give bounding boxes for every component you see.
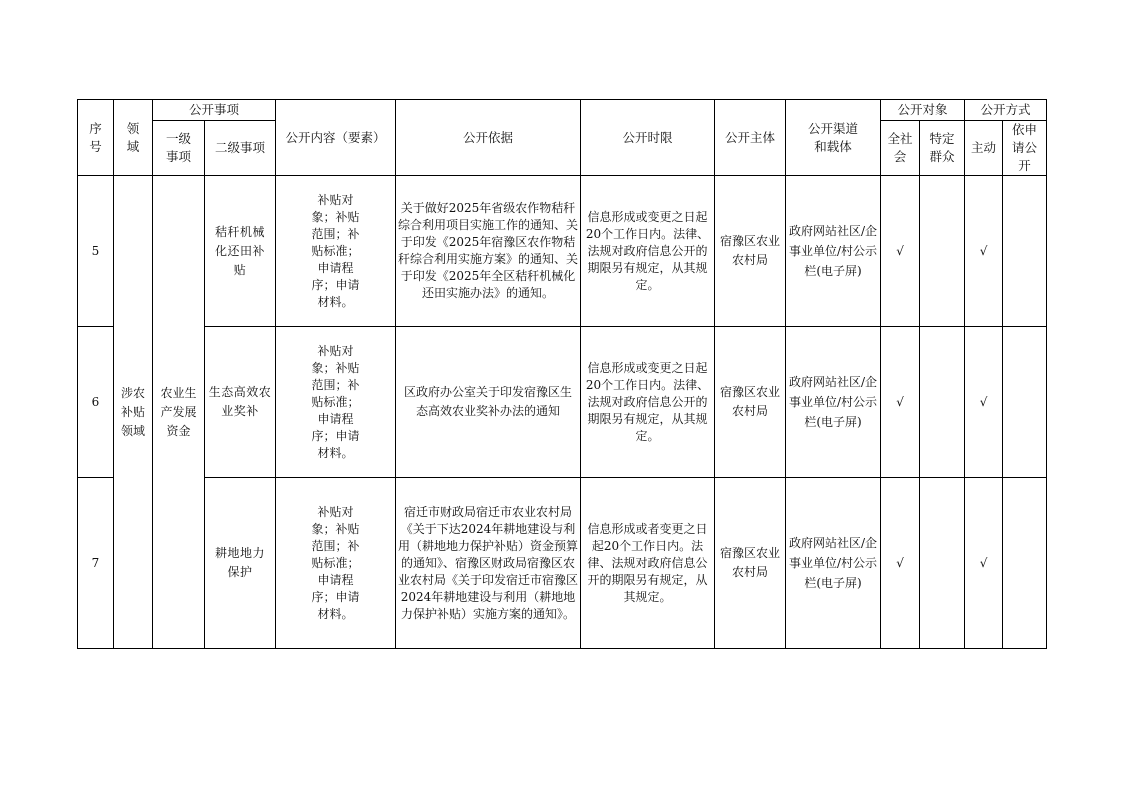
row-seq: 6 — [78, 327, 114, 478]
row-target-all: √ — [881, 176, 920, 327]
header-method-active: 主动 — [965, 121, 1003, 176]
row-channel: 政府网站社区/企事业单位/村公示栏(电子屏) — [786, 478, 881, 649]
table-row — [78, 176, 1047, 327]
row-basis: 宿迁市财政局宿迁市农业农村局《关于下达2024年耕地建设与利用（耕地地力保护补贴）资金预算的通知》、宿豫区财政局宿豫区农业农村局《关于印发宿迁市宿豫区2024年耕地建设与利用（耕地地力保护补贴）实施方案的通知》。 — [396, 478, 581, 649]
header-domain: 领域 — [114, 100, 153, 176]
header-timelimit: 公开时限 — [581, 100, 715, 176]
header-level2: 二级事项 — [205, 121, 276, 176]
row-target-specific — [920, 327, 965, 478]
row-subject: 宿豫区农业农村局 — [715, 478, 786, 649]
row-seq: 5 — [78, 176, 114, 327]
row-method-active: √ — [965, 327, 1003, 478]
row-basis: 关于做好2025年省级农作物秸秆综合利用项目实施工作的通知、关于印发《2025年宿豫区农作物秸秆综合利用实施方案》的通知、关于印发《2025年全区秸秆机械化还田实施办法》的通知。 — [396, 176, 581, 327]
header-channel: 公开渠道和载体 — [786, 100, 881, 176]
row-content: 补贴对象；补贴范围；补贴标准；申请程序；申请材料。 — [276, 478, 396, 649]
row-basis: 区政府办公室关于印发宿豫区生态高效农业奖补办法的通知 — [396, 327, 581, 478]
row-method-request — [1003, 176, 1047, 327]
table-row — [78, 478, 1047, 649]
header-basis: 公开依据 — [396, 100, 581, 176]
row-seq: 7 — [78, 478, 114, 649]
header-content: 公开内容（要素） — [276, 100, 396, 176]
disclosure-table — [77, 99, 1047, 649]
row-method-active: √ — [965, 176, 1003, 327]
row-content: 补贴对象；补贴范围；补贴标准；申请程序；申请材料。 — [276, 176, 396, 327]
row-timelimit: 信息形成或变更之日起20个工作日内。法律、法规对政府信息公开的期限另有规定，从其规定。 — [581, 176, 715, 327]
header-seq: 序号 — [78, 100, 114, 176]
row-method-request — [1003, 327, 1047, 478]
header-items-group: 公开事项 — [153, 100, 276, 121]
row-target-all: √ — [881, 478, 920, 649]
row-level2: 生态高效农业奖补 — [205, 327, 276, 478]
row-target-all: √ — [881, 327, 920, 478]
row-level2: 耕地地力保护 — [205, 478, 276, 649]
row-content: 补贴对象；补贴范围；补贴标准；申请程序；申请材料。 — [276, 327, 396, 478]
header-target-all: 全社会 — [881, 121, 920, 176]
header-method-group: 公开方式 — [965, 100, 1047, 121]
row-timelimit: 信息形成或者变更之日起20个工作日内。法律、法规对政府信息公开的期限另有规定，从其规定。 — [581, 478, 715, 649]
row-subject: 宿豫区农业农村局 — [715, 176, 786, 327]
level1-cell: 农业生产发展资金 — [153, 176, 205, 649]
row-subject: 宿豫区农业农村局 — [715, 327, 786, 478]
row-method-request — [1003, 478, 1047, 649]
row-channel: 政府网站社区/企事业单位/村公示栏(电子屏) — [786, 327, 881, 478]
domain-cell: 涉农补贴领域 — [114, 176, 153, 649]
header-target-group: 公开对象 — [881, 100, 965, 121]
row-target-specific — [920, 478, 965, 649]
row-level2: 秸秆机械化还田补贴 — [205, 176, 276, 327]
table-row — [78, 327, 1047, 478]
header-level1: 一级事项 — [153, 121, 205, 176]
header-subject: 公开主体 — [715, 100, 786, 176]
row-target-specific — [920, 176, 965, 327]
row-channel: 政府网站社区/企事业单位/村公示栏(电子屏) — [786, 176, 881, 327]
header-method-request: 依申请公开 — [1003, 121, 1047, 176]
header-target-specific: 特定群众 — [920, 121, 965, 176]
row-timelimit: 信息形成或变更之日起20个工作日内。法律、法规对政府信息公开的期限另有规定，从其规定。 — [581, 327, 715, 478]
row-method-active: √ — [965, 478, 1003, 649]
